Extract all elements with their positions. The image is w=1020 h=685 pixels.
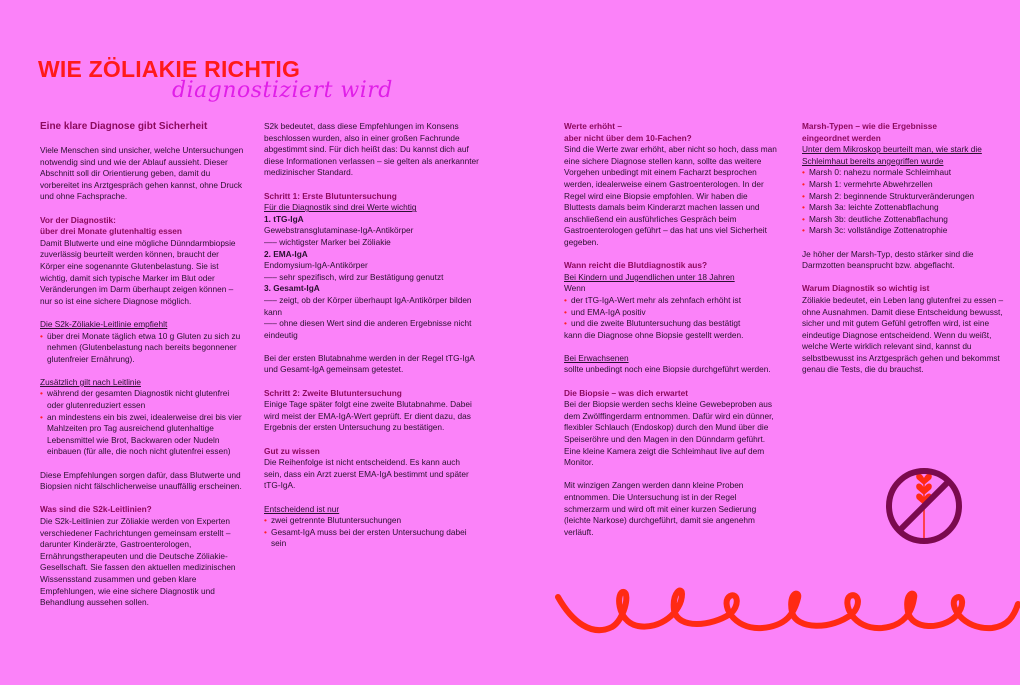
marsh-label: Unter dem Mikroskop beurteilt man, wie stark die Schleimhaut bereits angegriffen wurde bbox=[802, 144, 982, 166]
step1-heading: Schritt 1: Erste Blutuntersuchung bbox=[264, 190, 397, 201]
list-item: • an mindestens ein bis zwei, idealerweise drei bis vier Mahlzeiten pro Tag ausreichend glutenhaltige Lebensmittel wie Brot, Backwaren oder Nudeln einbauen (für alle, die noch nicht glutenfrei essen) bbox=[40, 412, 245, 458]
recommend-paragraph: Diese Empfehlungen sorgen dafür, dass Blutwerte und Biopsien nicht fälschlicherweise unauffällig erscheinen. bbox=[40, 469, 242, 492]
list-item: • Marsh 3b: deutliche Zottenabflachung bbox=[802, 214, 1007, 226]
value-line: —– zeigt, ob der Körper überhaupt IgA-Antikörper bilden kann bbox=[264, 294, 472, 317]
s2k-meaning-paragraph: S2k bedeutet, dass diese Empfehlungen im Konsens beschlossen wurden, also in einer großen Fachrunde abgestimmt sind. Für dich heißt das: Du kannst dich auf diese Informationen verlassen – sie gelten als anerkannter medizinischer Standard. bbox=[264, 121, 479, 178]
list-item: • und EMA-IgA positiv bbox=[564, 307, 779, 319]
additional-list bbox=[40, 388, 245, 458]
intro-paragraph: Viele Menschen sind unsicher, welche Untersuchungen notwendig sind und wie der Ablauf aussieht. Dieser Abschnitt soll dir Orientierung geben, damit du vorbereitet ins Arztgespräch gehen kannst, ohne Druck und ohne Fachsprache. bbox=[40, 145, 244, 202]
guideline-label: Die S2k-Zöliakie-Leitlinie empfiehlt bbox=[40, 318, 168, 329]
column-4 bbox=[802, 121, 1007, 388]
decisive-list bbox=[264, 515, 479, 550]
value-gesamt bbox=[264, 283, 479, 341]
decisive-label: Entscheidend ist nur bbox=[264, 503, 340, 514]
squiggle-decoration bbox=[552, 582, 1020, 642]
list-item: • zwei getrennte Blutuntersuchungen bbox=[264, 515, 479, 527]
biopsy-paragraph-2: Mit winzigen Zangen werden dann kleine Proben entnommen. Die Untersuchung ist in der Regel schmerzarm und wird oft mit einer kurzen Sedierung (leichte Narkose) durchgeführt, damit sie angenehm verläuft. bbox=[564, 480, 757, 537]
list-item: • Marsh 3c: vollständige Zottenatrophie bbox=[802, 225, 1007, 237]
before-heading-line-2: über drei Monate glutenhaltig essen bbox=[40, 226, 182, 237]
biopsy-heading: Die Biopsie – was dich erwartet bbox=[564, 387, 689, 398]
column-3 bbox=[564, 121, 779, 550]
list-item: • Marsh 2: beginnende Strukturveränderungen bbox=[802, 191, 1007, 203]
list-item: • Marsh 0: nahezu normale Schleimhaut bbox=[802, 167, 1007, 179]
value-line: —– ohne diesen Wert sind die anderen Ergebnisse nicht eindeutig bbox=[264, 318, 472, 340]
children-outro: kann die Diagnose ohne Biopsie gestellt werden. bbox=[564, 329, 744, 340]
additional-label: Zusätzlich gilt nach Leitlinie bbox=[40, 376, 141, 387]
page-title: WIE ZÖLIAKIE RICHTIG bbox=[38, 56, 301, 82]
value-name: 2. EMA-IgA bbox=[264, 248, 308, 259]
marsh-list bbox=[802, 167, 1007, 237]
children-intro: Wenn bbox=[564, 283, 586, 294]
first-draw-paragraph: Bei der ersten Blutabnahme werden in der Regel tTG-IgA und Gesamt-IgA gemeinsam getestet. bbox=[264, 352, 475, 375]
list-item: • Gesamt-IgA muss bei der ersten Untersuchung dabei sein bbox=[264, 527, 479, 550]
value-ttg bbox=[264, 214, 479, 249]
step2-heading: Schritt 2: Zweite Blutuntersuchung bbox=[264, 387, 402, 398]
adults-label: Bei Erwachsenen bbox=[564, 352, 629, 363]
marsh-heading-line-2: eingeordnet werden bbox=[802, 132, 881, 143]
list-item: • Marsh 1: vermehrte Abwehrzellen bbox=[802, 179, 1007, 191]
elevated-heading-line-2: aber nicht über dem 10-Fachen? bbox=[564, 132, 692, 143]
s2k-paragraph: Die S2k-Leitlinien zur Zöliakie werden von Experten verschiedener Fachrichtungen gemeinsam erstellt – darunter Kinderärzte, Gastroenterologen, Ernährungstherapeuten und die Deutsche Zöliakie-Gesellschaft. Sie fassen den aktuellen medizinischen Wissensstand zusammen und geben klare Empfehlungen, wie eine sichere Diagnostik und Behandlung aussehen sollen. bbox=[40, 516, 236, 608]
why-paragraph: Zöliakie bedeutet, ein Leben lang glutenfrei zu essen – ohne Ausnahmen. Damit diese Entscheidung bewusst, sicher und mit gutem Gefühl getroffen wird, ist eine eindeutige Diagnose entscheidend. Wenn du weißt, welche Werte wirklich relevant sind, kannst du selbstbewusst ins Arztgespräch gehen und bekommst genau die Tests, die du brauchst. bbox=[802, 294, 1004, 375]
why-heading: Warum Diagnostik so wichtig ist bbox=[802, 283, 930, 294]
blood-enough-heading: Wann reicht die Blutdiagnostik aus? bbox=[564, 260, 708, 271]
no-gluten-icon bbox=[884, 466, 964, 546]
page-subtitle: diagnostiziert wird bbox=[172, 78, 393, 103]
column-1 bbox=[40, 121, 245, 620]
list-item: • während der gesamten Diagnostik nicht glutenfrei oder glutenreduziert essen bbox=[40, 388, 245, 411]
biopsy-paragraph-1: Bei der Biopsie werden sechs kleine Gewebeproben aus dem Zwölffingerdarm entnommen. Dafür wird ein dünner, flexibler Schlauch (Endoskop) durch den Mund über die Speiseröhre und den Magen in den Dünndarm geführt. Eine kleine Kamera zeigt die Schleimhaut live auf dem Monitor. bbox=[564, 399, 774, 468]
good-to-know-paragraph: Die Reihenfolge ist nicht entscheidend. Es kann auch sein, dass ein Arzt zuerst EMA-IgA bestimmt und später tTG-IgA. bbox=[264, 457, 469, 491]
value-line: Gewebstransglutaminase-IgA-Antikörper bbox=[264, 225, 414, 236]
section-heading-diagnosis: Eine klare Diagnose gibt Sicherheit bbox=[40, 121, 208, 132]
marsh-paragraph: Je höher der Marsh-Typ, desto stärker sind die Darmzotten beansprucht bzw. abgeflacht. bbox=[802, 248, 974, 271]
list-item: • über drei Monate täglich etwa 10 g Gluten zu sich zu nehmen (Glutenbelastung nach bereits begonnener glutenfreier Ernährung). bbox=[40, 331, 245, 366]
step1-label: Für die Diagnostik sind drei Werte wichtig bbox=[264, 202, 417, 213]
list-item: • der tTG-IgA-Wert mehr als zehnfach erhöht ist bbox=[564, 295, 779, 307]
elevated-heading-line-1: Werte erhöht – bbox=[564, 121, 622, 131]
s2k-heading: Was sind die S2k-Leitlinien? bbox=[40, 504, 152, 515]
value-name: 3. Gesamt-IgA bbox=[264, 283, 320, 294]
list-item: • und die zweite Blutuntersuchung das bestätigt bbox=[564, 318, 779, 330]
marsh-heading-line-1: Marsh-Typen – wie die Ergebnisse bbox=[802, 121, 937, 131]
children-list bbox=[564, 295, 779, 330]
before-heading-line-1: Vor der Diagnostik: bbox=[40, 214, 116, 225]
children-label: Bei Kindern und Jugendlichen unter 18 Jahren bbox=[564, 271, 735, 282]
value-line: —– wichtigster Marker bei Zöliakie bbox=[264, 236, 391, 247]
value-ema bbox=[264, 249, 479, 284]
value-name: 1. tTG-IgA bbox=[264, 213, 304, 224]
list-item: • Marsh 3a: leichte Zottenabflachung bbox=[802, 202, 1007, 214]
step2-paragraph: Einige Tage später folgt eine zweite Blutabnahme. Dabei wird meist der EMA-IgA-Wert geprüft. Er dient dazu, das Ergebnis der ersten Untersuchung zu bestätigen. bbox=[264, 399, 472, 433]
before-paragraph: Damit Blutwerte und eine mögliche Dünndarmbiopsie zuverlässig beurteilt werden können, braucht der Körper eine sogenannte Glutenbelastung. Sie ist wichtig, damit sich typische Marker im Blut oder Veränderungen im Darm überhaupt zeigen können – nur so ist eine sichere Diagnose möglich. bbox=[40, 237, 236, 306]
value-line: —– sehr spezifisch, wird zur Bestätigung genutzt bbox=[264, 271, 444, 282]
value-line: Endomysium-IgA-Antikörper bbox=[264, 260, 368, 271]
good-to-know-heading: Gut zu wissen bbox=[264, 445, 320, 456]
guideline-list bbox=[40, 331, 245, 366]
column-2 bbox=[264, 121, 479, 562]
elevated-paragraph: Sind die Werte zwar erhöht, aber nicht so hoch, dass man eine sichere Diagnose stellen kann, sollte das weitere Vorgehen unbedingt mit einem Facharzt besprochen werden, idealerweise einem Gastroenterologen. In der Regel wird eine Biopsie empfohlen. Wir haben die Bluttests damals beim Kinderarzt machen lassen und anschließend ein ausführliches Gespräch beim Gastroenterologen geführt – das hat uns viel Sicherheit gegeben. bbox=[564, 144, 777, 247]
adults-paragraph: sollte unbedingt noch eine Biopsie durchgeführt werden. bbox=[564, 364, 771, 375]
